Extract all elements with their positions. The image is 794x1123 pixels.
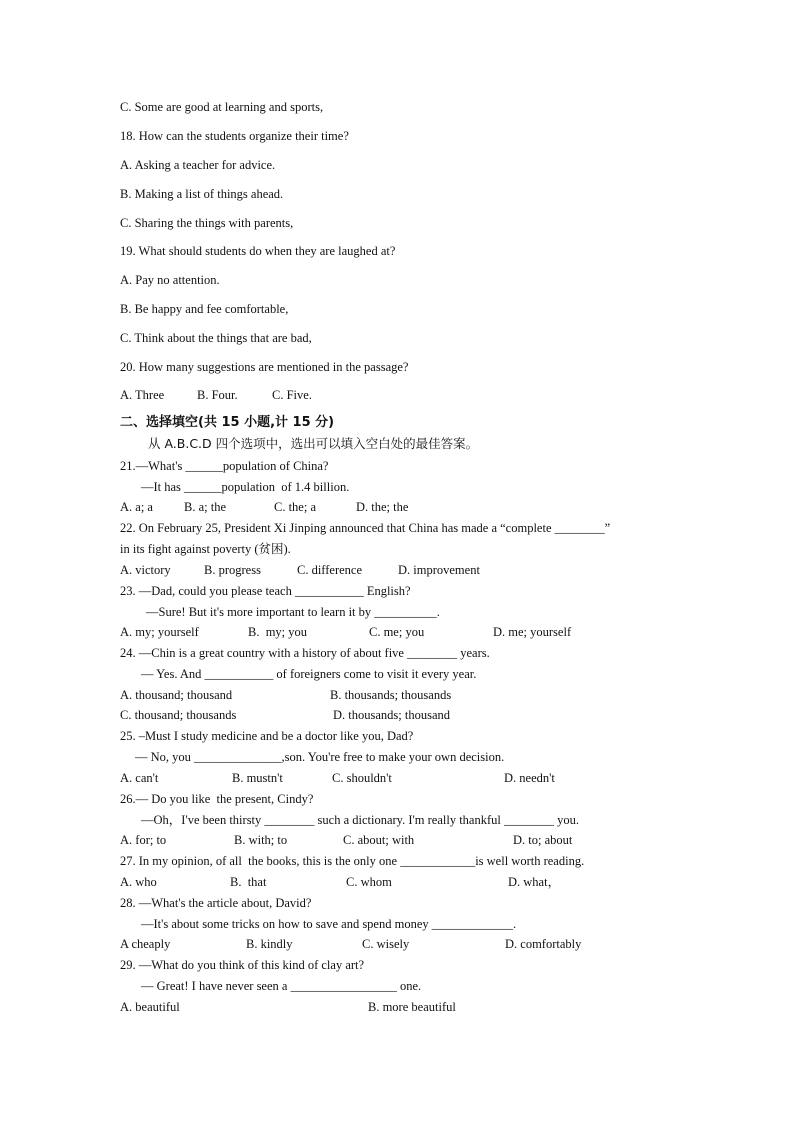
q22-option-a: A. victory — [120, 563, 171, 577]
q28-option-d: D. comfortably — [505, 937, 582, 951]
q18-stem: 18. How can the students organize their time? — [120, 129, 349, 143]
q24-option-c: C. thousand; thousands — [120, 708, 237, 722]
q17-option-c: C. Some are good at learning and sports, — [120, 100, 324, 114]
q29-line2: — Great! I have never seen a _________________ one. — [141, 979, 422, 993]
q24-option-b: B. thousands; thousands — [330, 688, 452, 702]
q28-option-a: A cheaply — [120, 937, 171, 951]
q23-option-c: C. me; you — [369, 625, 425, 639]
q27-line1: 27. In my opinion, of all the books, this is the only one ____________is well worth reading. — [120, 854, 585, 868]
q25-line1: 25. –Must I study medicine and be a doctor like you, Dad? — [120, 729, 414, 743]
q21-line2: —It has ______population of 1.4 billion. — [141, 480, 350, 494]
section-instruction: 从 A.B.C.D 四个选项中，选出可以填入空白处的最佳答案。 — [148, 436, 479, 451]
q26-line1: 26.— Do you like the present, Cindy? — [120, 792, 314, 806]
q26-option-a: A. for; to — [120, 833, 167, 847]
q29-line1: 29. —What do you think of this kind of clay art? — [120, 958, 365, 972]
q24-option-d: D. thousands; thousand — [333, 708, 451, 722]
q22-line1: 22. On February 25, President Xi Jinping announced that China has made a “complete ________” — [120, 521, 611, 535]
q18-option-b: B. Making a list of things ahead. — [120, 187, 284, 201]
q27-option-d: D. what， — [508, 875, 561, 889]
q26-line2: —Oh，I've been thirsty ________ such a dictionary. I'm really thankful ________ you. — [141, 813, 579, 827]
q28-option-c: C. wisely — [362, 937, 410, 951]
q21-line1: 21.—What's ______population of China? — [120, 459, 329, 473]
q18-option-c: C. Sharing the things with parents, — [120, 216, 294, 230]
q27-option-a: A. who — [120, 875, 157, 889]
q21-option-a: A. a; a — [120, 500, 153, 514]
section-heading: 二、选择填空(共 15 小题,计 15 分) — [120, 415, 335, 430]
q25-option-c: C. shouldn't — [332, 771, 392, 785]
q26-option-b: B. with; to — [234, 833, 288, 847]
q22-option-d: D. improvement — [398, 563, 480, 577]
q19-stem: 19. What should students do when they are laughed at? — [120, 244, 396, 258]
q24-line2: — Yes. And ___________ of foreigners come to visit it every year. — [141, 667, 477, 681]
q27-option-b: B. that — [230, 875, 267, 889]
q20-stem: 20. How many suggestions are mentioned in the passage? — [120, 360, 409, 374]
q25-option-a: A. can't — [120, 771, 159, 785]
q24-line1: 24. —Chin is a great country with a history of about five ________ years. — [120, 646, 490, 660]
q19-option-b: B. Be happy and fee comfortable, — [120, 302, 289, 316]
q22-option-b: B. progress — [204, 563, 261, 577]
q23-option-b: B. my; you — [248, 625, 308, 639]
q23-line1: 23. —Dad, could you please teach ___________ English? — [120, 584, 411, 598]
q25-line2: — No, you ______________,son. You're free to make your own decision. — [135, 750, 505, 764]
q20-option-c: C. Five. — [272, 388, 312, 402]
q26-option-d: D. to; about — [513, 833, 573, 847]
q21-option-c: C. the; a — [274, 500, 317, 514]
q21-option-d: D. the; the — [356, 500, 409, 514]
q25-option-b: B. mustn't — [232, 771, 283, 785]
q20-option-a: A. Three — [120, 388, 165, 402]
q22-option-c: C. difference — [297, 563, 363, 577]
q26-option-c: C. about; with — [343, 833, 415, 847]
q24-option-a: A. thousand; thousand — [120, 688, 233, 702]
q29-option-a: A. beautiful — [120, 1000, 180, 1014]
q19-option-c: C. Think about the things that are bad, — [120, 331, 312, 345]
q27-option-c: C. whom — [346, 875, 392, 889]
q28-option-b: B. kindly — [246, 937, 293, 951]
q21-option-b: B. a; the — [184, 500, 227, 514]
q23-option-a: A. my; yourself — [120, 625, 199, 639]
q28-line1: 28. —What's the article about, David? — [120, 896, 312, 910]
q29-option-b: B. more beautiful — [368, 1000, 456, 1014]
q23-option-d: D. me; yourself — [493, 625, 572, 639]
q23-line2: —Sure! But it's more important to learn it by __________. — [146, 605, 440, 619]
q25-option-d: D. needn't — [504, 771, 555, 785]
q20-option-b: B. Four. — [197, 388, 238, 402]
q18-option-a: A. Asking a teacher for advice. — [120, 158, 276, 172]
q19-option-a: A. Pay no attention. — [120, 273, 220, 287]
q28-line2: —It's about some tricks on how to save and spend money _____________. — [141, 917, 517, 931]
q22-line2: in its fight against poverty (贫困). — [120, 542, 291, 556]
